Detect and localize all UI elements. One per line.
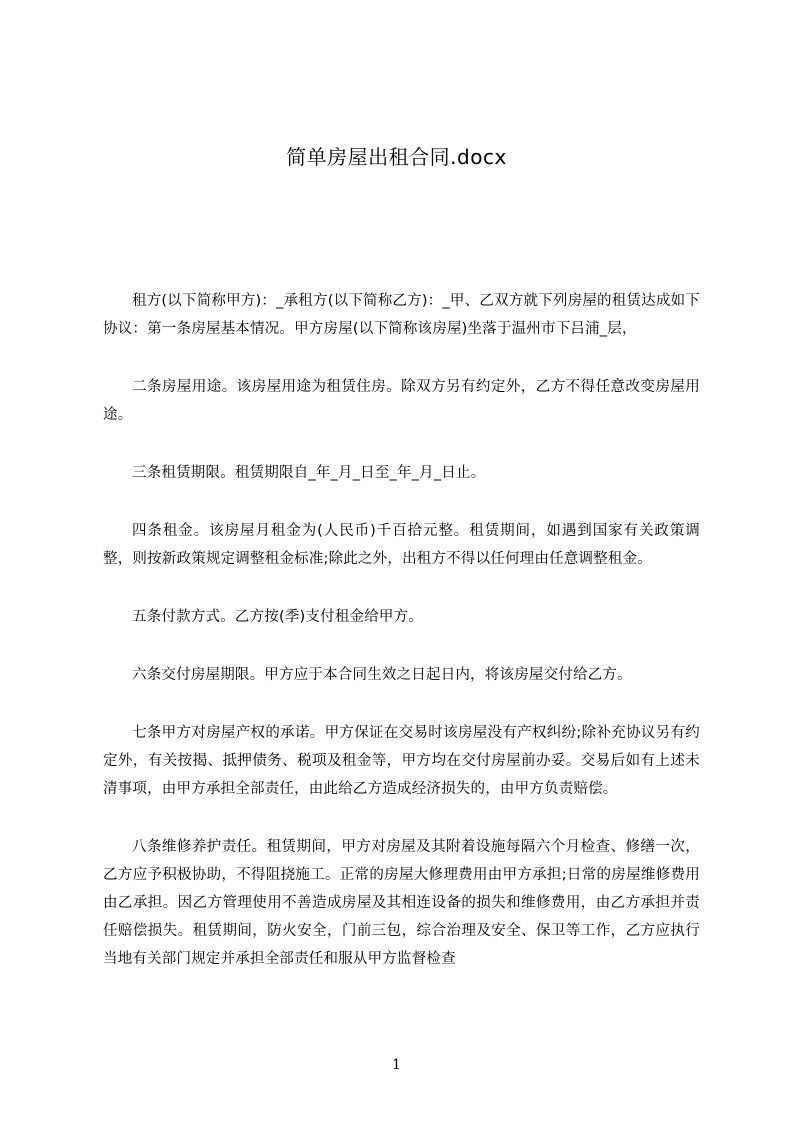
clause-paragraph-8: 八条维修养护责任。租赁期间，甲方对房屋及其附着设施每隔六个月检查、修缮一次，乙方应予积极协助，不得阻挠施工。正常的房屋大修理费用由甲方承担;日常的房屋维修费用由乙承担。因乙方管理使用不善造成房屋及其相连设备的损失和维修费用，由乙方承担并责任赔偿损失。租赁期间，防火安全，门前三包，综合治理及安全、保卫等工作，乙方应执行当地有关部门规定并承担全部责任和服从甲方监督检查	[103, 839, 700, 967]
document-body	[103, 287, 700, 1003]
page-number: 1	[392, 1057, 401, 1073]
clause-paragraph-6: 六条交付房屋期限。甲方应于本合同生效之日起日内，将该房屋交付给乙方。	[132, 667, 632, 683]
clause-paragraph-2: 二条房屋用途。该房屋用途为租赁住房。除双方另有约定外，乙方不得任意改变房屋用途。	[103, 379, 700, 423]
clause-paragraph-5: 五条付款方式。乙方按(季)支付租金给甲方。	[132, 609, 424, 625]
clause-paragraph-4: 四条租金。该房屋月租金为(人民币)千百拾元整。租赁期间，如遇到国家有关政策调整，则按新政策规定调整租金标准;除此之外，出租方不得以任何理由任意调整租金。	[103, 523, 700, 567]
clause-paragraph-3: 三条租赁期限。租赁期限自_年_月_日至_年_月_日止。	[132, 465, 486, 481]
clause-paragraph-7: 七条甲方对房屋产权的承诺。甲方保证在交易时该房屋没有产权纠纷;除补充协议另有约定外，有关按揭、抵押债务、税项及租金等，甲方均在交付房屋前办妥。交易后如有上述未清事项，由甲方承担全部责任，由此给乙方造成经济损失的，由甲方负责赔偿。	[103, 725, 700, 797]
clause-paragraph-1: 租方(以下简称甲方)：_承租方(以下简称乙方)：_甲、乙双方就下列房屋的租赁达成如下协议：第一条房屋基本情况。甲方房屋(以下简称该房屋)坐落于温州市下吕浦_层，	[103, 293, 700, 337]
document-title: 简单房屋出租合同.docx	[286, 145, 507, 169]
